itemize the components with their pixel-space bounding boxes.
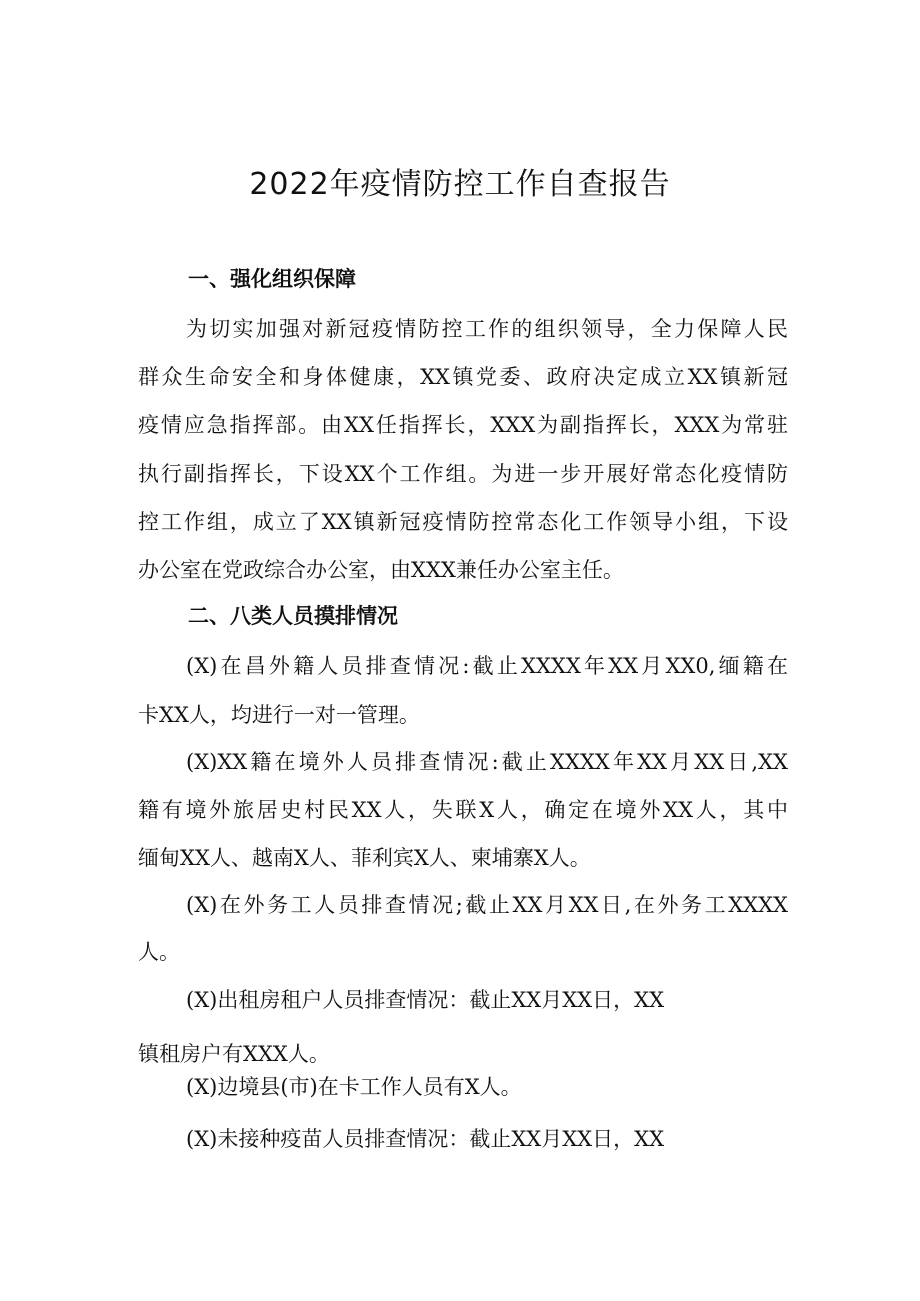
list-item-line: (X)在昌外籍人员排查情况:截止XXXX年XX月XX0,缅籍在 [186,654,788,678]
list-item-line: 籍有境外旅居史村民XX人，失联X人，确定在境外XX人，其中 [138,798,788,822]
paragraph-line: 疫情应急指挥部。由XX任指挥长，XXX为副指挥长，XXX为常驻 [138,413,788,437]
list-item-line: (X)XX籍在境外人员排查情况:截止XXXX年XX月XX日,XX [186,750,788,774]
document-title: 2022年疫情防控工作自查报告 [249,167,671,202]
paragraph-line: 控工作组，成立了XX镇新冠疫情防控常态化工作领导小组，下设 [138,510,788,534]
section-heading-1: 一、强化组织保障 [188,267,356,291]
paragraph-line: 为切实加强对新冠疫情防控工作的组织领导，全力保障人民 [186,317,788,341]
list-item-line: (X)未接种疫苗人员排查情况：截止XX月XX日，XX [186,1127,665,1151]
paragraph-line: 办公室在党政综合办公室，由XXX兼任办公室主任。 [138,558,624,582]
list-item-line: (X)出租房租户人员排查情况：截止XX月XX日，XX [186,988,665,1012]
list-item-line: 镇租房户有XXX人。 [138,1042,330,1066]
list-item-line: (X)边境县(市)在卡工作人员有X人。 [186,1075,522,1099]
paragraph-line: 执行副指挥长，下设XX个工作组。为进一步开展好常态化疫情防 [138,462,788,486]
list-item-line: 卡XX人，均进行一对一管理。 [138,703,420,727]
section-heading-2: 二、八类人员摸排情况 [188,604,398,628]
paragraph-line: 群众生命安全和身体健康，XX镇党委、政府决定成立XX镇新冠 [138,365,788,389]
list-item-line: (X)在外务工人员排查情况;截止XX月XX日,在外务工XXXX [186,893,788,917]
list-item-line: 缅甸XX人、越南X人、菲利宾X人、柬埔寨X人。 [138,846,591,870]
list-item-line: 人。 [138,940,180,964]
